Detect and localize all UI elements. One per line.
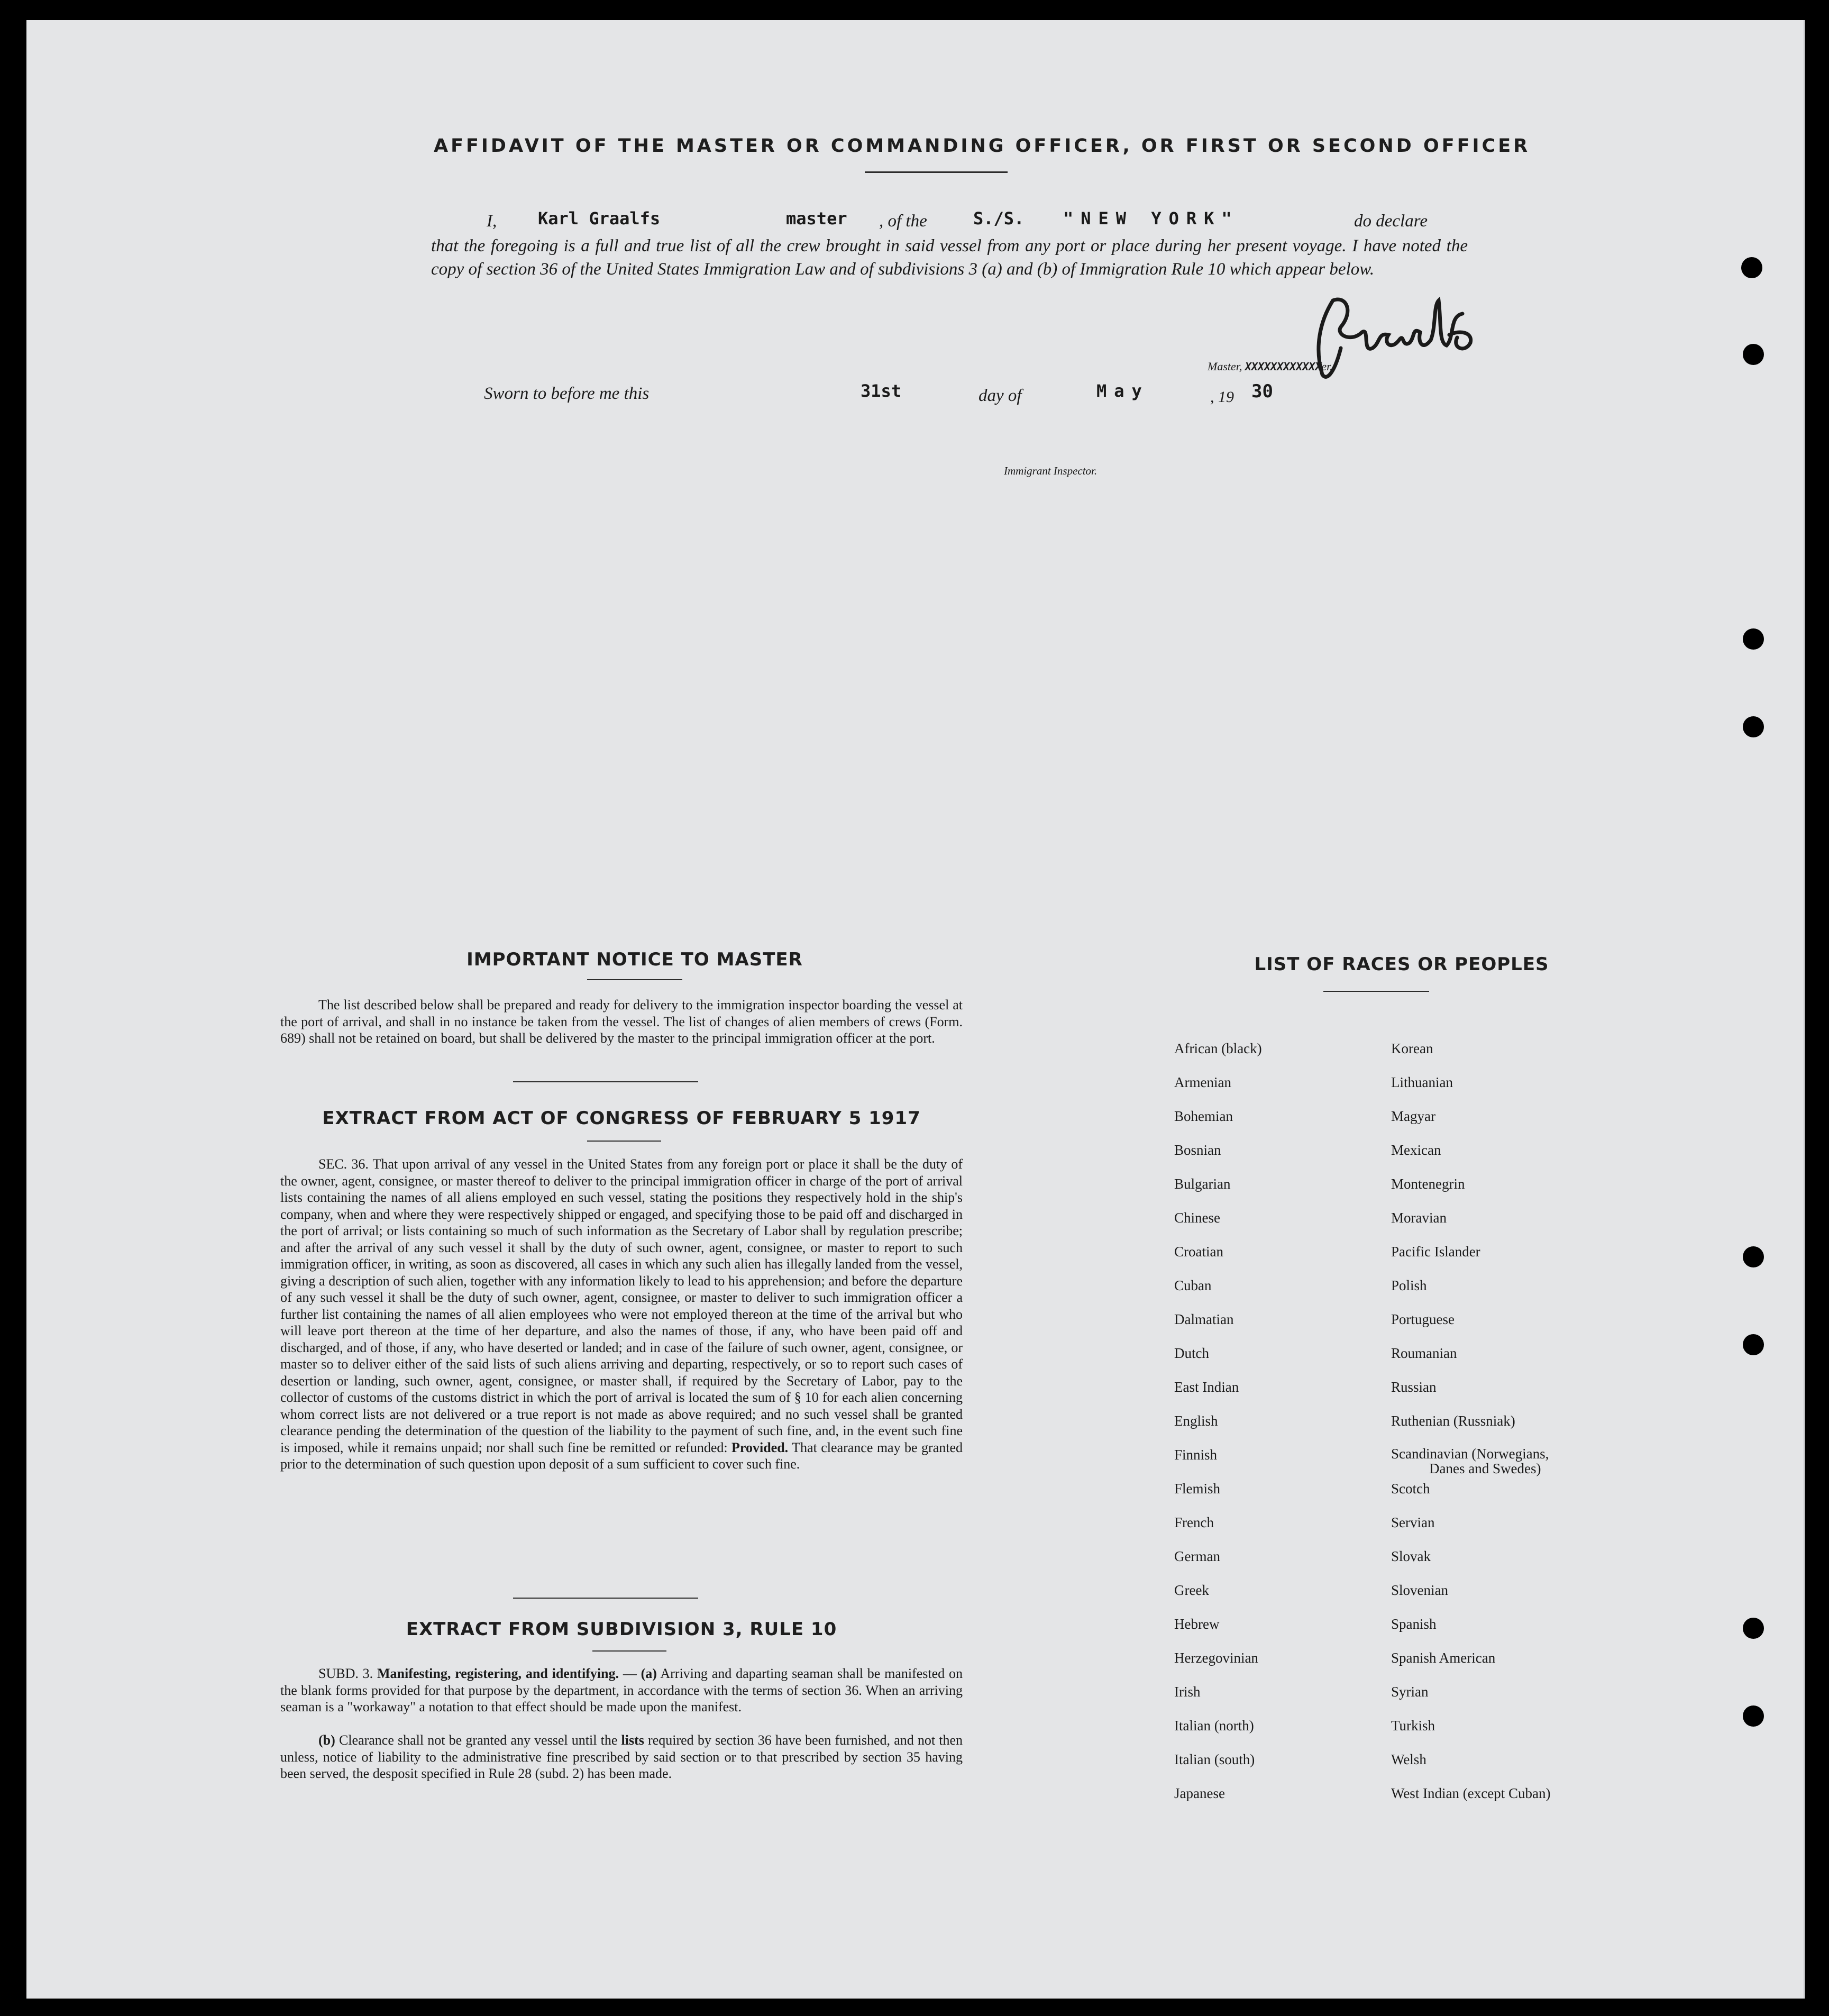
race-item: Spanish American xyxy=(1391,1650,1496,1666)
race-item: Ruthenian (Russniak) xyxy=(1391,1413,1515,1429)
race-item: Slovak xyxy=(1391,1548,1431,1564)
race-item: Cuban xyxy=(1174,1278,1212,1293)
race-item: Magyar xyxy=(1391,1108,1435,1124)
subd-a-body: Arriving and daparting seaman shall be manifested on the blank forms provided for that purpose by the department, in accordance with the terms of section 36. When an arriving seaman is a "workaway" a notation to that effect should be made upon the manifest. xyxy=(280,1666,963,1714)
race-item: Greek xyxy=(1174,1582,1209,1598)
race-item: Dutch xyxy=(1174,1345,1209,1361)
binder-hole xyxy=(1743,1246,1764,1267)
sworn-year-field: 30 xyxy=(1251,381,1273,402)
race-item: Dalmatian xyxy=(1174,1311,1234,1327)
race-item-text: Scandinavian (Norwegians, xyxy=(1391,1446,1549,1462)
race-item: West Indian (except Cuban) xyxy=(1391,1785,1551,1801)
sworn-day-field: 31st xyxy=(861,381,902,401)
race-item: East Indian xyxy=(1174,1379,1239,1395)
sworn-month-field: May xyxy=(1096,381,1149,401)
do-declare-label: do declare xyxy=(1354,212,1428,231)
subd-b-text xyxy=(280,1732,963,1782)
race-item: Servian xyxy=(1391,1515,1435,1530)
extract-rule-rule xyxy=(592,1650,666,1652)
races-left-column xyxy=(1174,1040,1262,1819)
binder-hole xyxy=(1743,716,1764,737)
extract-act-divider xyxy=(513,1598,698,1599)
binder-hole xyxy=(1743,344,1764,365)
binder-hole xyxy=(1743,1705,1764,1727)
race-item: French xyxy=(1174,1515,1214,1530)
subd-b-label: (b) xyxy=(318,1732,335,1748)
race-item: English xyxy=(1174,1413,1218,1429)
binder-hole xyxy=(1741,257,1762,278)
ship-prefix-field: S./S. xyxy=(973,208,1025,229)
master-name-field: Karl Graalfs xyxy=(538,208,661,229)
notice-divider xyxy=(513,1081,698,1082)
notice-title: IMPORTANT NOTICE TO MASTER xyxy=(467,949,803,970)
race-item: Mexican xyxy=(1391,1142,1441,1158)
race-item: Japanese xyxy=(1174,1785,1225,1801)
notice-text: The list described below shall be prepared and ready for delivery to the immigration inspector boarding the vessel at the port of arrival, and shall in no instance be taken from the vessel. The list of changes of alien members of crews (Form. 689) shall not be retained on board, but shall be delivered by the master to the principal immigration officer at the port. xyxy=(280,997,963,1046)
subd-a-label: (a) xyxy=(641,1666,657,1681)
race-item: Pacific Islander xyxy=(1391,1244,1480,1260)
master-suffix-text: er. xyxy=(1321,360,1333,373)
race-item: Russian xyxy=(1391,1379,1437,1395)
notice-title-rule xyxy=(587,979,682,980)
provided-word: Provided. xyxy=(731,1439,789,1455)
race-item: Croatian xyxy=(1174,1244,1223,1260)
ship-name-field: "NEW YORK" xyxy=(1063,208,1239,229)
race-item: Italian (north) xyxy=(1174,1718,1254,1734)
race-item: Turkish xyxy=(1391,1718,1435,1734)
subd-prefix: SUBD. 3. xyxy=(318,1666,373,1681)
race-item: Slovenian xyxy=(1391,1582,1448,1598)
race-item: Flemish xyxy=(1174,1481,1221,1497)
of-the-label: , of the xyxy=(879,212,927,231)
extract-act-title: EXTRACT FROM ACT OF CONGRESS OF FEBRUARY 5 1917 xyxy=(322,1108,921,1129)
race-item: Chinese xyxy=(1174,1210,1220,1226)
race-item: Syrian xyxy=(1391,1684,1429,1700)
extract-act-clearance: That clearance may be granted prior to the determination of such question upon deposit of a sum sufficient to cover such fine. xyxy=(280,1439,963,1472)
race-item: Herzegovinian xyxy=(1174,1650,1258,1666)
day-of-label: day of xyxy=(978,386,1022,405)
races-title: LIST OF RACES OR PEOPLES xyxy=(1254,954,1549,975)
race-item: Armenian xyxy=(1174,1074,1231,1090)
race-item: African (black) xyxy=(1174,1041,1262,1056)
race-item: Moravian xyxy=(1391,1210,1447,1226)
inspector-label: Immigrant Inspector. xyxy=(1004,464,1098,477)
race-item: Irish xyxy=(1174,1684,1201,1700)
master-rank-field: master xyxy=(786,208,847,229)
affidavit-title: AFFIDAVIT OF THE MASTER OR COMMANDING OFFICER, OR FIRST OR SECOND OFFICER xyxy=(434,135,1531,157)
extract-act-body: SEC. 36. That upon arrival of any vessel in the United States from any foreign port or place it shall be the duty of the owner, agent, consignee, or master thereof to deliver to the principal immigration officer in charge of the port of arrival lists containing the names of all aliens employed en such vessel, stating the positions they respectively hold in the ship's company, when and where they were respectively shipped or engaged, and specifying those to be paid off and discharged in the port of arrival; or lists containing so much of such information as the Secretary of Labor shall by regulation prescribe; and after the arrival of any such vessel it shall by the duty of such owner, agent, consignee, or master to report to such immigration officer, in writing, as soon as discovered, all cases in which any such alien has illegally landed from the vessel, giving a description of such alien, together with any information likely to lead to his apprehension; and before the departure of any such vessel it shall be the duty of such owner, agent, consignee, or master to deliver to such immigration officer a further list containing the names of all alien employees who were not employed thereon at the time of the arrival but who will leave port thereon at the time of her departure, and also the names of those, if any, who have been paid off and discharged, and of those, if any, who have deserted or landed; and in case of the failure of such owner, agent, consignee, or master so to deliver either of the said lists of such aliens arriving and departing, respectively, or so to report such cases of desertion or landing, such owner, agent, consignee, or master shall, if required by the Secretary of Labor, pay to the collector of customs of the customs district in which the port of arrival is located the sum of § 10 for each alien concerning whom correct lists are not delivered or a true report is not made as above required; and no such vessel shall be granted clearance pending the determination of the question of the liability to the payment of such fine, and, in the event such fine is imposed, while it remains unpaid; nor shall such fine be remitted or refunded: xyxy=(280,1156,963,1455)
sworn-label: Sworn to before me this xyxy=(484,384,650,403)
race-item: Lithuanian xyxy=(1391,1074,1453,1090)
subd-a-text xyxy=(280,1665,963,1716)
binder-hole xyxy=(1743,1334,1764,1355)
race-item-continuation: Danes and Swedes) xyxy=(1429,1461,1541,1476)
master-struck-text: XXXXXXXXXXXX xyxy=(1245,360,1322,373)
subd-b-lists: lists xyxy=(621,1732,644,1748)
race-item: Spanish xyxy=(1391,1616,1437,1632)
subd-heading: Manifesting, registering, and identifying. xyxy=(377,1666,619,1681)
subd-b-body-1: Clearance shall not be granted any vessel until the xyxy=(339,1732,618,1748)
extract-act-rule xyxy=(587,1141,661,1142)
subd-dash: — xyxy=(623,1666,637,1681)
affidavit-title-rule xyxy=(865,171,1008,173)
race-item: Portuguese xyxy=(1391,1311,1455,1327)
race-item: Bosnian xyxy=(1174,1142,1221,1158)
race-item: Welsh xyxy=(1391,1752,1426,1767)
race-item xyxy=(1391,1446,1550,1480)
race-item: Roumanian xyxy=(1391,1345,1457,1361)
i-label: I, xyxy=(487,212,497,231)
extract-rule-title: EXTRACT FROM SUBDIVISION 3, RULE 10 xyxy=(406,1619,837,1640)
affidavit-body: that the foregoing is a full and true list of all the crew brought in said vessel from any port or place during her present voyage. I have noted the copy of section 36 of the United States Immigration Law and of subdivisions 3 (a) and (b) of Immigration Rule 10 which appear below. xyxy=(431,236,1468,279)
year-prefix-label: , 19 xyxy=(1210,388,1234,406)
race-item: Finnish xyxy=(1174,1447,1218,1463)
race-item: Korean xyxy=(1391,1041,1433,1056)
race-item: Montenegrin xyxy=(1391,1176,1465,1192)
race-item: Scotch xyxy=(1391,1481,1430,1497)
race-item: German xyxy=(1174,1548,1220,1564)
master-signature xyxy=(1304,285,1494,390)
extract-act-text xyxy=(280,1156,963,1473)
race-item: Italian (south) xyxy=(1174,1752,1255,1767)
master-label-text: Master, xyxy=(1208,360,1242,373)
race-item: Hebrew xyxy=(1174,1616,1220,1632)
race-item: Polish xyxy=(1391,1278,1427,1293)
binder-hole xyxy=(1743,1618,1764,1639)
subd-b-body-2: required by section 36 have been furnished, and not then unless, notice of liability to the administrative fine prescribed by said section or to that prescribed by section 35 having been served, the desposit specified in Rule 28 (subd. 2) has been made. xyxy=(280,1732,963,1781)
document-page xyxy=(26,20,1805,1999)
race-item: Bohemian xyxy=(1174,1108,1233,1124)
races-title-rule xyxy=(1323,991,1429,992)
race-item: Bulgarian xyxy=(1174,1176,1231,1192)
binder-hole xyxy=(1743,628,1764,650)
races-right-column xyxy=(1391,1040,1550,1819)
